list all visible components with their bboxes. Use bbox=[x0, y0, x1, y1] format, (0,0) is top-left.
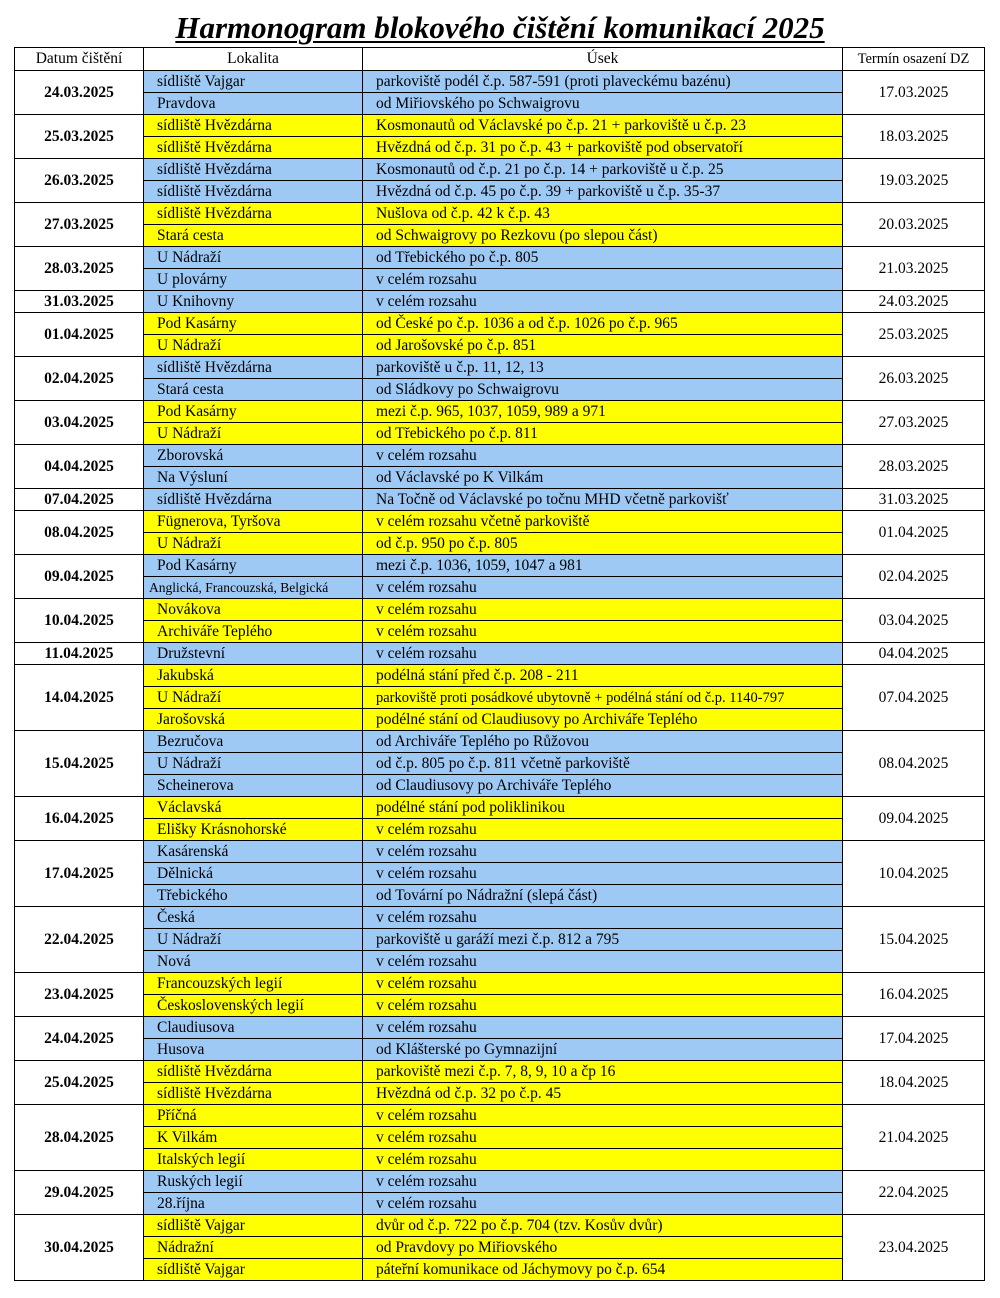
table-row bbox=[15, 1017, 985, 1039]
table-row bbox=[15, 687, 985, 709]
document-title bbox=[0, 10, 1000, 46]
table-row bbox=[15, 1237, 985, 1259]
locality-cell: Česká bbox=[144, 907, 363, 929]
section-cell: v celém rozsahu bbox=[363, 1105, 843, 1127]
cleaning-date-cell: 14.04.2025 bbox=[15, 665, 144, 731]
schedule-group bbox=[15, 247, 985, 291]
locality-cell: U Nádraží bbox=[144, 753, 363, 775]
cleaning-date-cell: 07.04.2025 bbox=[15, 489, 144, 511]
section-cell: v celém rozsahu bbox=[363, 1149, 843, 1171]
schedule-group bbox=[15, 797, 985, 841]
locality-cell: Nádražní bbox=[144, 1237, 363, 1259]
schedule-group bbox=[15, 203, 985, 247]
sign-placement-date-cell: 16.04.2025 bbox=[843, 973, 985, 1017]
schedule-group bbox=[15, 1017, 985, 1061]
table-row bbox=[15, 907, 985, 929]
table-row bbox=[15, 555, 985, 577]
sign-placement-date-cell: 18.03.2025 bbox=[843, 115, 985, 159]
sign-placement-date-cell: 03.04.2025 bbox=[843, 599, 985, 643]
cleaning-date-cell: 02.04.2025 bbox=[15, 357, 144, 401]
locality-cell: Pod Kasárny bbox=[144, 555, 363, 577]
table-row bbox=[15, 335, 985, 357]
schedule-group bbox=[15, 973, 985, 1017]
sign-placement-date-cell: 15.04.2025 bbox=[843, 907, 985, 973]
locality-cell: U Nádraží bbox=[144, 533, 363, 555]
locality-cell: Claudiusova bbox=[144, 1017, 363, 1039]
locality-cell: sídliště Vajgar bbox=[144, 71, 363, 93]
section-cell: Kosmonautů od Václavské po č.p. 21 + parkoviště u č.p. 23 bbox=[363, 115, 843, 137]
section-cell: od Sládkovy po Schwaigrovu bbox=[363, 379, 843, 401]
section-cell: mezi č.p. 1036, 1059, 1047 a 981 bbox=[363, 555, 843, 577]
section-cell: parkoviště u č.p. 11, 12, 13 bbox=[363, 357, 843, 379]
locality-cell: sídliště Vajgar bbox=[144, 1259, 363, 1281]
table-row bbox=[15, 1127, 985, 1149]
table-row bbox=[15, 995, 985, 1017]
section-cell: od Claudiusovy po Archiváře Teplého bbox=[363, 775, 843, 797]
locality-cell: sídliště Hvězdárna bbox=[144, 1083, 363, 1105]
locality-cell: 28.října bbox=[144, 1193, 363, 1215]
locality-cell: sídliště Hvězdárna bbox=[144, 357, 363, 379]
section-cell: v celém rozsahu bbox=[363, 577, 843, 599]
schedule-group bbox=[15, 555, 985, 599]
table-row bbox=[15, 709, 985, 731]
section-cell: dvůr od č.p. 722 po č.p. 704 (tzv. Kosův dvůr) bbox=[363, 1215, 843, 1237]
table-row bbox=[15, 797, 985, 819]
table-row bbox=[15, 929, 985, 951]
section-cell: v celém rozsahu bbox=[363, 841, 843, 863]
schedule-group bbox=[15, 643, 985, 665]
header-row bbox=[15, 48, 985, 71]
schedule-group bbox=[15, 291, 985, 313]
sign-placement-date-cell: 18.04.2025 bbox=[843, 1061, 985, 1105]
table-row bbox=[15, 775, 985, 797]
locality-cell: Třebického bbox=[144, 885, 363, 907]
section-cell: od Třebického po č.p. 811 bbox=[363, 423, 843, 445]
table-row bbox=[15, 1215, 985, 1237]
section-cell: páteřní komunikace od Jáchymovy po č.p. 654 bbox=[363, 1259, 843, 1281]
table-row bbox=[15, 467, 985, 489]
table-row bbox=[15, 599, 985, 621]
section-cell: v celém rozsahu bbox=[363, 973, 843, 995]
section-cell: parkoviště u garáží mezi č.p. 812 a 795 bbox=[363, 929, 843, 951]
section-cell: parkoviště proti posádkové ubytovně + podélná stání od č.p. 1140-797 bbox=[363, 687, 843, 709]
sign-placement-date-cell: 31.03.2025 bbox=[843, 489, 985, 511]
cleaning-date-cell: 30.04.2025 bbox=[15, 1215, 144, 1281]
cleaning-date-cell: 16.04.2025 bbox=[15, 797, 144, 841]
cleaning-date-cell: 04.04.2025 bbox=[15, 445, 144, 489]
section-cell: od Klášterské po Gymnazijní bbox=[363, 1039, 843, 1061]
sign-placement-date-cell: 28.03.2025 bbox=[843, 445, 985, 489]
locality-cell: Jarošovská bbox=[144, 709, 363, 731]
table-row bbox=[15, 665, 985, 687]
schedule-group bbox=[15, 841, 985, 907]
section-cell: mezi č.p. 965, 1037, 1059, 989 a 971 bbox=[363, 401, 843, 423]
locality-cell: U Nádraží bbox=[144, 335, 363, 357]
schedule-group bbox=[15, 313, 985, 357]
section-cell: od Archiváře Teplého po Růžovou bbox=[363, 731, 843, 753]
locality-cell: Scheinerova bbox=[144, 775, 363, 797]
section-cell: podélná stání před č.p. 208 - 211 bbox=[363, 665, 843, 687]
schedule-group bbox=[15, 357, 985, 401]
locality-cell: U plovárny bbox=[144, 269, 363, 291]
schedule-group bbox=[15, 599, 985, 643]
table-row bbox=[15, 863, 985, 885]
locality-cell: sídliště Hvězdárna bbox=[144, 115, 363, 137]
cleaning-date-cell: 10.04.2025 bbox=[15, 599, 144, 643]
sign-placement-date-cell: 08.04.2025 bbox=[843, 731, 985, 797]
table-row bbox=[15, 137, 985, 159]
table-row bbox=[15, 423, 985, 445]
locality-cell: Kasárenská bbox=[144, 841, 363, 863]
section-cell: v celém rozsahu bbox=[363, 951, 843, 973]
locality-cell: Nová bbox=[144, 951, 363, 973]
locality-cell: sídliště Hvězdárna bbox=[144, 203, 363, 225]
section-cell: v celém rozsahu bbox=[363, 1017, 843, 1039]
schedule-group bbox=[15, 511, 985, 555]
schedule-group bbox=[15, 1171, 985, 1215]
cleaning-schedule-table bbox=[14, 47, 985, 1281]
table-row bbox=[15, 1083, 985, 1105]
section-cell: v celém rozsahu včetně parkoviště bbox=[363, 511, 843, 533]
locality-cell: Anglická, Francouzská, Belgická bbox=[144, 577, 363, 599]
locality-cell: U Nádraží bbox=[144, 423, 363, 445]
section-cell: od Jarošovské po č.p. 851 bbox=[363, 335, 843, 357]
schedule-group bbox=[15, 665, 985, 731]
schedule-group bbox=[15, 731, 985, 797]
schedule-group bbox=[15, 907, 985, 973]
cleaning-date-cell: 25.04.2025 bbox=[15, 1061, 144, 1105]
cleaning-date-cell: 28.03.2025 bbox=[15, 247, 144, 291]
table-row bbox=[15, 819, 985, 841]
cleaning-date-cell: 28.04.2025 bbox=[15, 1105, 144, 1171]
section-cell: v celém rozsahu bbox=[363, 643, 843, 665]
schedule-group bbox=[15, 159, 985, 203]
table-row bbox=[15, 1171, 985, 1193]
locality-cell: Pod Kasárny bbox=[144, 401, 363, 423]
cleaning-date-cell: 15.04.2025 bbox=[15, 731, 144, 797]
section-cell: v celém rozsahu bbox=[363, 621, 843, 643]
locality-cell: Příčná bbox=[144, 1105, 363, 1127]
section-cell: Nušlova od č.p. 42 k č.p. 43 bbox=[363, 203, 843, 225]
table-row bbox=[15, 93, 985, 115]
cleaning-date-cell: 01.04.2025 bbox=[15, 313, 144, 357]
table-row bbox=[15, 1193, 985, 1215]
section-cell: Hvězdná od č.p. 32 po č.p. 45 bbox=[363, 1083, 843, 1105]
cleaning-date-cell: 08.04.2025 bbox=[15, 511, 144, 555]
sign-placement-date-cell: 17.03.2025 bbox=[843, 71, 985, 115]
locality-cell: sídliště Vajgar bbox=[144, 1215, 363, 1237]
locality-cell: Husova bbox=[144, 1039, 363, 1061]
schedule-group bbox=[15, 401, 985, 445]
section-cell: Hvězdná od č.p. 31 po č.p. 43 + parkoviště pod observatoří bbox=[363, 137, 843, 159]
table-row bbox=[15, 731, 985, 753]
schedule-group bbox=[15, 115, 985, 159]
locality-cell: Jakubská bbox=[144, 665, 363, 687]
locality-cell: Elišky Krásnohorské bbox=[144, 819, 363, 841]
locality-cell: U Nádraží bbox=[144, 687, 363, 709]
locality-cell: U Nádraží bbox=[144, 929, 363, 951]
sign-placement-date-cell: 17.04.2025 bbox=[843, 1017, 985, 1061]
locality-cell: Fügnerova, Tyršova bbox=[144, 511, 363, 533]
document-title-text: Harmonogram blokového čištění komunikací 2025 bbox=[175, 10, 825, 45]
section-cell: v celém rozsahu bbox=[363, 1193, 843, 1215]
table-row bbox=[15, 313, 985, 335]
cleaning-date-cell: 09.04.2025 bbox=[15, 555, 144, 599]
sign-placement-date-cell: 25.03.2025 bbox=[843, 313, 985, 357]
section-cell: od Miřiovského po Schwaigrovu bbox=[363, 93, 843, 115]
schedule-group bbox=[15, 1061, 985, 1105]
table-row bbox=[15, 401, 985, 423]
section-cell: podélné stání pod poliklinikou bbox=[363, 797, 843, 819]
sign-placement-date-cell: 21.04.2025 bbox=[843, 1105, 985, 1171]
section-cell: Kosmonautů od č.p. 21 po č.p. 14 + parkoviště u č.p. 25 bbox=[363, 159, 843, 181]
locality-cell: sídliště Hvězdárna bbox=[144, 1061, 363, 1083]
section-cell: v celém rozsahu bbox=[363, 995, 843, 1017]
sign-placement-date-cell: 01.04.2025 bbox=[843, 511, 985, 555]
section-cell: v celém rozsahu bbox=[363, 907, 843, 929]
section-cell: v celém rozsahu bbox=[363, 269, 843, 291]
locality-cell: sídliště Hvězdárna bbox=[144, 181, 363, 203]
table-row bbox=[15, 445, 985, 467]
locality-cell: Československých legií bbox=[144, 995, 363, 1017]
table-row bbox=[15, 753, 985, 775]
locality-cell: Francouzských legií bbox=[144, 973, 363, 995]
sign-placement-date-cell: 21.03.2025 bbox=[843, 247, 985, 291]
cleaning-date-cell: 11.04.2025 bbox=[15, 643, 144, 665]
table-row bbox=[15, 973, 985, 995]
locality-cell: Na Výsluní bbox=[144, 467, 363, 489]
table-row bbox=[15, 489, 985, 511]
section-cell: v celém rozsahu bbox=[363, 863, 843, 885]
locality-cell: K Vilkám bbox=[144, 1127, 363, 1149]
section-cell: Hvězdná od č.p. 45 po č.p. 39 + parkoviště u č.p. 35-37 bbox=[363, 181, 843, 203]
section-cell: od Třebického po č.p. 805 bbox=[363, 247, 843, 269]
table-row bbox=[15, 71, 985, 93]
cleaning-date-cell: 24.03.2025 bbox=[15, 71, 144, 115]
header-section: Úsek bbox=[363, 48, 843, 71]
table-row bbox=[15, 115, 985, 137]
cleaning-date-cell: 27.03.2025 bbox=[15, 203, 144, 247]
table-row bbox=[15, 379, 985, 401]
section-cell: od Schwaigrovy po Rezkovu (po slepou část) bbox=[363, 225, 843, 247]
section-cell: parkoviště mezi č.p. 7, 8, 9, 10 a čp 16 bbox=[363, 1061, 843, 1083]
locality-cell: Stará cesta bbox=[144, 225, 363, 247]
cleaning-date-cell: 25.03.2025 bbox=[15, 115, 144, 159]
section-cell: od Václavské po K Vilkám bbox=[363, 467, 843, 489]
sign-placement-date-cell: 09.04.2025 bbox=[843, 797, 985, 841]
cleaning-date-cell: 29.04.2025 bbox=[15, 1171, 144, 1215]
cleaning-date-cell: 31.03.2025 bbox=[15, 291, 144, 313]
table-row bbox=[15, 159, 985, 181]
table-header bbox=[15, 48, 985, 71]
schedule-group bbox=[15, 71, 985, 115]
sign-placement-date-cell: 22.04.2025 bbox=[843, 1171, 985, 1215]
schedule-group bbox=[15, 489, 985, 511]
section-cell: v celém rozsahu bbox=[363, 1171, 843, 1193]
section-cell: podélné stání od Claudiusovy po Archiváře Teplého bbox=[363, 709, 843, 731]
sign-placement-date-cell: 24.03.2025 bbox=[843, 291, 985, 313]
locality-cell: Družstevní bbox=[144, 643, 363, 665]
section-cell: v celém rozsahu bbox=[363, 291, 843, 313]
sign-placement-date-cell: 26.03.2025 bbox=[843, 357, 985, 401]
locality-cell: Pod Kasárny bbox=[144, 313, 363, 335]
schedule-group bbox=[15, 1215, 985, 1281]
header-sign-date: Termín osazení DZ bbox=[843, 48, 985, 71]
locality-cell: sídliště Hvězdárna bbox=[144, 137, 363, 159]
cleaning-date-cell: 23.04.2025 bbox=[15, 973, 144, 1017]
sign-placement-date-cell: 27.03.2025 bbox=[843, 401, 985, 445]
sign-placement-date-cell: 04.04.2025 bbox=[843, 643, 985, 665]
cleaning-date-cell: 03.04.2025 bbox=[15, 401, 144, 445]
section-cell: od Tovární po Nádražní (slepá část) bbox=[363, 885, 843, 907]
locality-cell: U Nádraží bbox=[144, 247, 363, 269]
table-row bbox=[15, 511, 985, 533]
sign-placement-date-cell: 19.03.2025 bbox=[843, 159, 985, 203]
table-row bbox=[15, 181, 985, 203]
locality-cell: Pravdova bbox=[144, 93, 363, 115]
table-row bbox=[15, 203, 985, 225]
table-row bbox=[15, 533, 985, 555]
table-row bbox=[15, 247, 985, 269]
table-row bbox=[15, 841, 985, 863]
section-cell: v celém rozsahu bbox=[363, 819, 843, 841]
header-locality: Lokalita bbox=[144, 48, 363, 71]
table-row bbox=[15, 357, 985, 379]
locality-cell: Václavská bbox=[144, 797, 363, 819]
cleaning-date-cell: 22.04.2025 bbox=[15, 907, 144, 973]
locality-cell: Ruských legií bbox=[144, 1171, 363, 1193]
table-row bbox=[15, 269, 985, 291]
cleaning-date-cell: 17.04.2025 bbox=[15, 841, 144, 907]
table-row bbox=[15, 643, 985, 665]
section-cell: v celém rozsahu bbox=[363, 599, 843, 621]
locality-cell: Stará cesta bbox=[144, 379, 363, 401]
sign-placement-date-cell: 20.03.2025 bbox=[843, 203, 985, 247]
table-row bbox=[15, 291, 985, 313]
cleaning-date-cell: 26.03.2025 bbox=[15, 159, 144, 203]
section-cell: v celém rozsahu bbox=[363, 445, 843, 467]
sign-placement-date-cell: 10.04.2025 bbox=[843, 841, 985, 907]
sign-placement-date-cell: 02.04.2025 bbox=[843, 555, 985, 599]
table-row bbox=[15, 1149, 985, 1171]
locality-cell: U Knihovny bbox=[144, 291, 363, 313]
table-row bbox=[15, 885, 985, 907]
section-cell: od Pravdovy po Miřiovského bbox=[363, 1237, 843, 1259]
sign-placement-date-cell: 07.04.2025 bbox=[843, 665, 985, 731]
locality-cell: Italských legií bbox=[144, 1149, 363, 1171]
locality-cell: sídliště Hvězdárna bbox=[144, 159, 363, 181]
locality-cell: Bezručova bbox=[144, 731, 363, 753]
schedule-group bbox=[15, 445, 985, 489]
table-row bbox=[15, 951, 985, 973]
header-date: Datum čištění bbox=[15, 48, 144, 71]
cleaning-date-cell: 24.04.2025 bbox=[15, 1017, 144, 1061]
table-row bbox=[15, 1061, 985, 1083]
sign-placement-date-cell: 23.04.2025 bbox=[843, 1215, 985, 1281]
table-row bbox=[15, 621, 985, 643]
section-cell: od č.p. 805 po č.p. 811 včetně parkoviště bbox=[363, 753, 843, 775]
table-row bbox=[15, 1105, 985, 1127]
section-cell: parkoviště podél č.p. 587-591 (proti plaveckému bazénu) bbox=[363, 71, 843, 93]
section-cell: od České po č.p. 1036 a od č.p. 1026 po č.p. 965 bbox=[363, 313, 843, 335]
section-cell: od č.p. 950 po č.p. 805 bbox=[363, 533, 843, 555]
table-row bbox=[15, 225, 985, 247]
section-cell: v celém rozsahu bbox=[363, 1127, 843, 1149]
section-cell: Na Točně od Václavské po točnu MHD včetně parkovišť bbox=[363, 489, 843, 511]
locality-cell: Novákova bbox=[144, 599, 363, 621]
table-row bbox=[15, 1259, 985, 1281]
locality-cell: Dělnická bbox=[144, 863, 363, 885]
locality-cell: Zborovská bbox=[144, 445, 363, 467]
table-row bbox=[15, 577, 985, 599]
locality-cell: Archiváře Teplého bbox=[144, 621, 363, 643]
locality-cell: sídliště Hvězdárna bbox=[144, 489, 363, 511]
table-row bbox=[15, 1039, 985, 1061]
schedule-group bbox=[15, 1105, 985, 1171]
